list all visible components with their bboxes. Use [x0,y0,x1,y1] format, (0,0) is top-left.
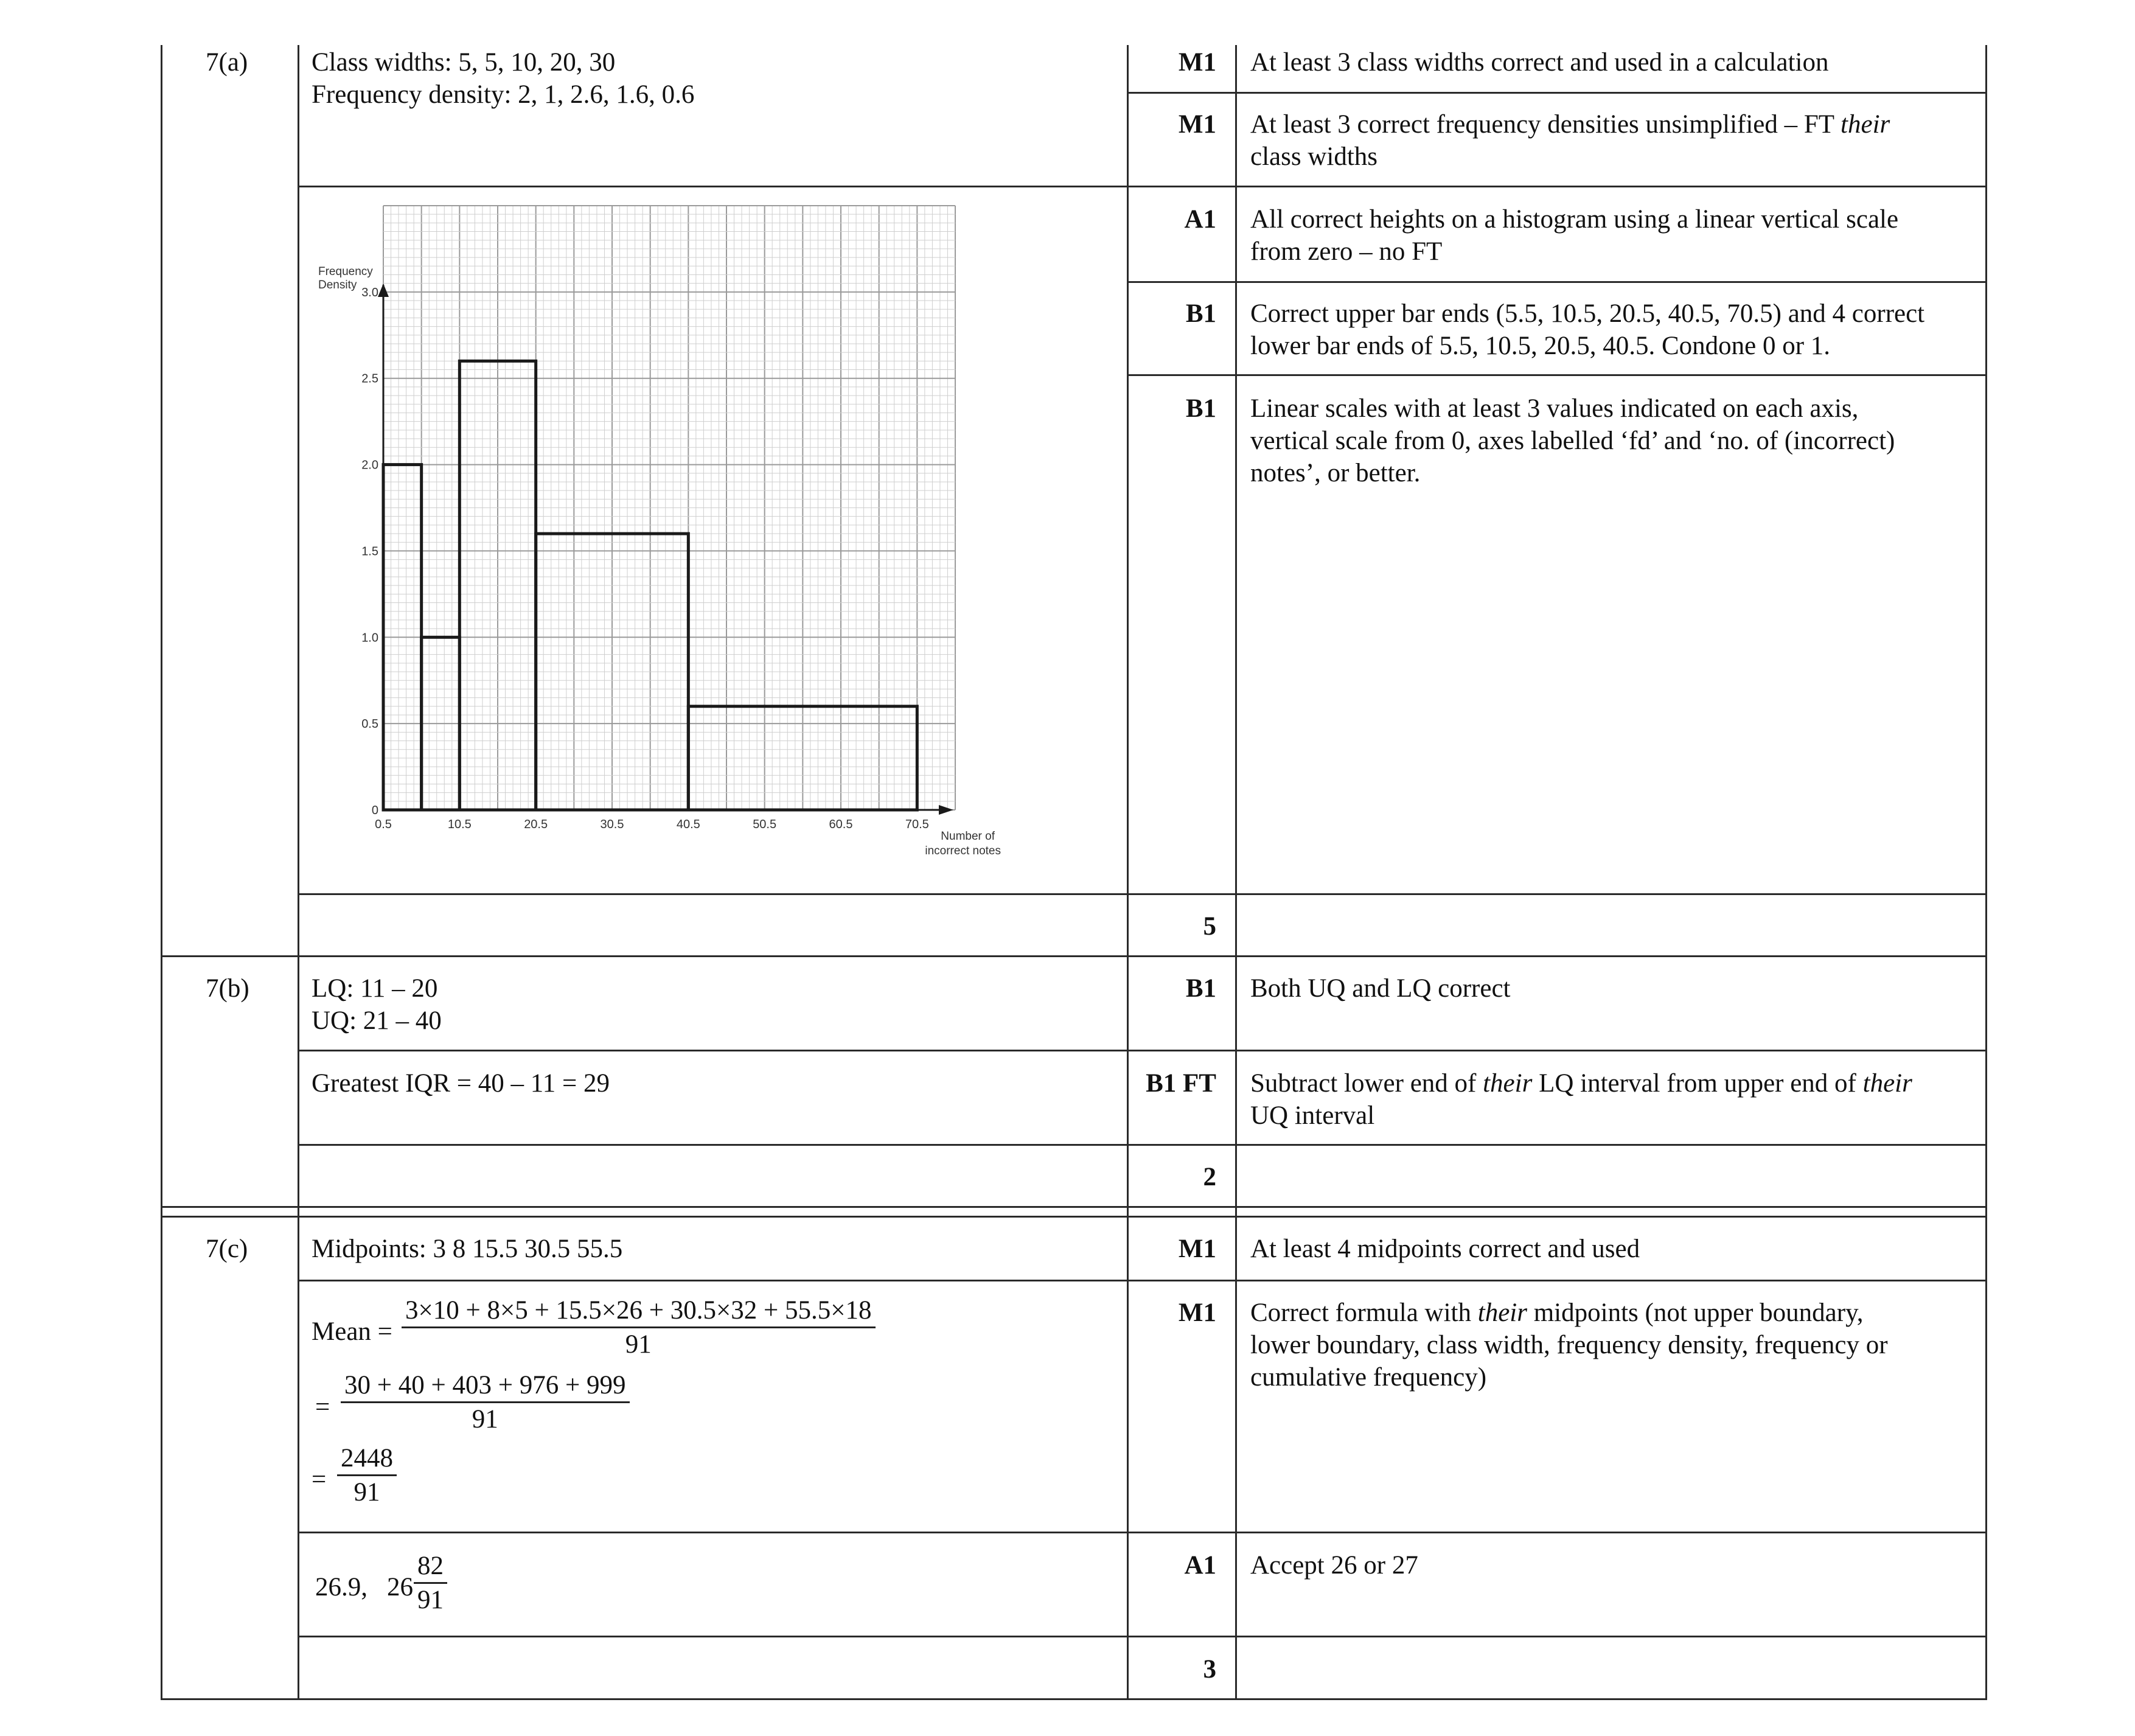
mark-code: M1 [1178,48,1216,77]
mark-code: B1 [1185,394,1216,423]
guidance-text: notes’, or better. [1250,459,1421,487]
mark-code: A1 [1184,205,1216,234]
guidance-text: All correct heights on a histogram using a linear vertical scale [1250,205,1899,234]
x-tick-label: 60.5 [829,818,853,831]
y-tick-label: 2.0 [361,458,378,472]
fraction-numerator: 3×10 + 8×5 + 15.5×26 + 30.5×32 + 55.5×18 [402,1294,876,1328]
iqr-working: Greatest IQR = 40 – 11 = 29 [312,1069,610,1098]
mean-fraction-1 [402,1294,876,1361]
y-tick-label: 3.0 [361,285,378,299]
mark-code: M1 [1178,110,1216,139]
fraction-numerator: 2448 [337,1442,397,1476]
question-number: 7(c) [206,1235,248,1263]
x-tick-label: 0.5 [375,818,392,831]
x-tick-label: 70.5 [905,818,929,831]
total-marks: 2 [1203,1163,1216,1191]
mark-code: B1 [1185,299,1216,328]
guidance-text: class widths [1250,142,1378,171]
x-tick-label: 50.5 [753,818,777,831]
total-marks: 3 [1203,1655,1216,1684]
upper-quartile: UQ: 21 – 40 [312,1006,442,1035]
x-tick-label: 20.5 [524,818,548,831]
guidance-text: Correct upper bar ends (5.5, 10.5, 20.5, 40.5, 70.5) and 4 correct [1250,299,1925,328]
guidance-text: At least 4 midpoints correct and used [1250,1235,1640,1263]
guidance-text: cumulative frequency) [1250,1363,1487,1392]
mark-code: A1 [1184,1551,1216,1580]
fraction-denominator: 91 [472,1405,498,1434]
guidance-text: Linear scales with at least 3 values indicated on each axis, [1250,394,1859,423]
y-tick-label: 0.5 [361,717,378,731]
question-number: 7(a) [206,48,248,77]
fraction-numerator: 82 [414,1550,447,1584]
histogram-chart [307,195,1013,876]
mean-fraction-2 [341,1369,630,1435]
y-tick-label: 2.5 [361,372,378,386]
guidance-text: Both UQ and LQ correct [1250,974,1511,1003]
frequency-density: Frequency density: 2, 1, 2.6, 1.6, 0.6 [312,80,695,109]
guidance-text: At least 3 class widths correct and used in a calculation [1250,48,1829,77]
guidance-text: At least 3 correct frequency densities unsimplified – FT their [1250,110,1890,139]
guidance-text: UQ interval [1250,1101,1375,1130]
guidance-text: Accept 26 or 27 [1250,1551,1418,1580]
y-tick-label: 0 [371,804,378,817]
fraction-denominator: 91 [417,1586,444,1614]
fraction-denominator: 91 [625,1330,652,1359]
x-axis-arrow [939,805,953,815]
x-axis-label: incorrect notes [925,845,1001,857]
lower-quartile: LQ: 11 – 20 [312,974,438,1003]
answer-decimal: 26.9, [315,1573,367,1602]
total-marks: 5 [1203,912,1216,941]
class-widths: Class widths: 5, 5, 10, 20, 30 [312,48,616,77]
mark-code: B1 FT [1146,1069,1216,1098]
guidance-text: vertical scale from 0, axes labelled ‘fd’ and ‘no. of (incorrect) [1250,427,1895,455]
mean-label: Mean = [312,1317,392,1346]
guidance-text: from zero – no FT [1250,237,1443,266]
x-axis-label: Number of [941,830,995,843]
y-axis-label: Density [318,279,357,291]
equals-sign: = [312,1465,327,1494]
mean-fraction-3 [337,1442,397,1508]
mark-code: B1 [1185,974,1216,1003]
fraction-numerator: 30 + 40 + 403 + 976 + 999 [341,1369,630,1403]
y-axis-label: Frequency [318,265,373,278]
midpoints: Midpoints: 3 8 15.5 30.5 55.5 [312,1235,623,1263]
guidance-text: lower bar ends of 5.5, 10.5, 20.5, 40.5. Condone 0 or 1. [1250,332,1831,360]
y-tick-label: 1.0 [361,631,378,645]
guidance-text: Correct formula with their midpoints (not upper boundary, [1250,1299,1864,1327]
equals-sign: = [315,1393,330,1421]
question-number: 7(b) [206,974,249,1003]
guidance-text: lower boundary, class width, frequency density, frequency or [1250,1331,1888,1359]
x-tick-label: 30.5 [600,818,624,831]
answer-whole: 26 [387,1573,413,1602]
mark-code: M1 [1178,1299,1216,1327]
y-axis-arrow [378,284,389,297]
x-tick-label: 10.5 [447,818,472,831]
mark-code: M1 [1178,1235,1216,1263]
guidance-text: Subtract lower end of their LQ interval from upper end of their [1250,1069,1912,1098]
x-tick-label: 40.5 [676,818,700,831]
y-tick-label: 1.5 [361,545,378,559]
answer-fraction [414,1550,447,1616]
fraction-denominator: 91 [354,1478,380,1507]
